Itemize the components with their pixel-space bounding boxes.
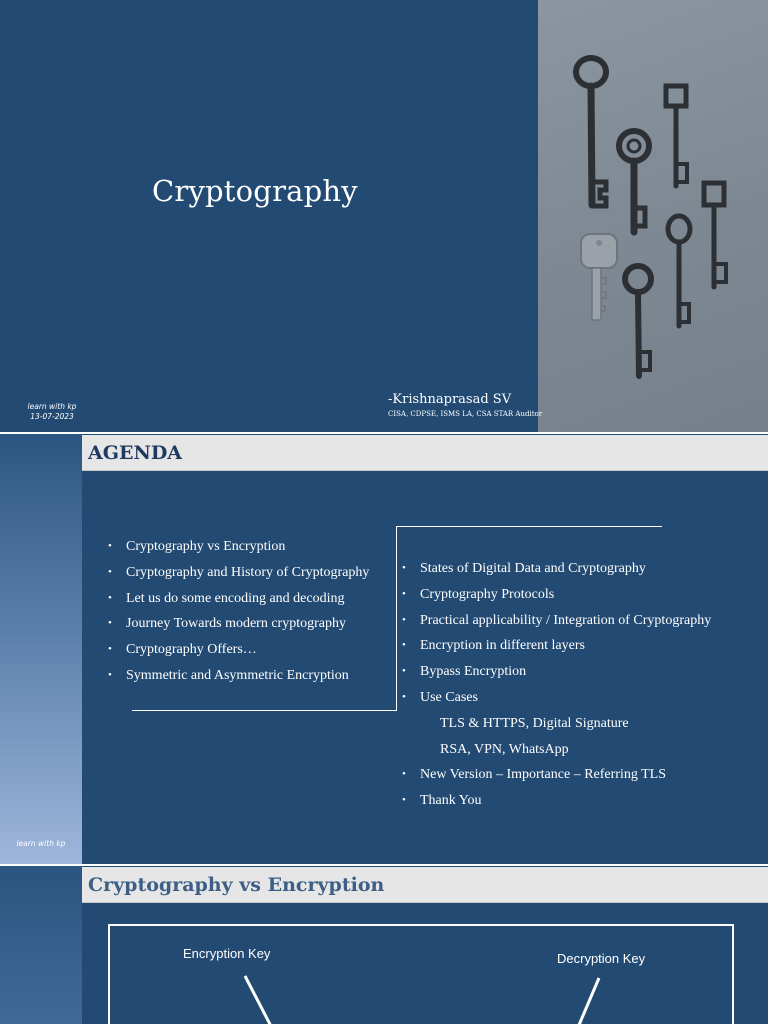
bullet: • [108,565,112,578]
bullet: • [402,768,406,781]
bullet: • [108,617,112,630]
agenda-item-label: Cryptography vs Encryption [126,539,286,554]
agenda-list-right [402,556,712,814]
crypto-vs-encryption-slide [0,866,768,1024]
agenda-item-label: RSA, VPN, WhatsApp [440,741,569,757]
agenda-item [402,659,711,685]
bullet: • [402,562,406,574]
bullet: • [108,591,112,604]
keys-photo [538,0,768,432]
agenda-sub-item [420,711,711,737]
presentation-date: 13-07-2023 [30,412,74,421]
title-slide [0,0,768,432]
agenda-item [108,560,370,586]
divider-line [396,526,662,527]
brand-label: learn with kp [27,402,77,411]
key-bow [704,183,724,205]
bullet: • [402,613,406,626]
agenda-item [108,586,369,612]
agenda-item [108,663,369,689]
agenda-item-label: Use Cases [420,689,478,705]
agenda-item [402,762,711,788]
agenda-list-left [108,534,370,689]
agenda-item [108,637,369,663]
bullet: • [402,665,406,678]
agenda-item-label: Cryptography Offers… [126,642,257,658]
agenda-item-label: Bypass Encryption [420,664,527,680]
agenda-item-label: States of Digital Data and Cryptography [420,561,646,576]
bullet: • [402,639,406,652]
key-shaft [638,292,639,376]
decryption-key-label: Decryption Key [557,951,646,966]
key-bow [666,86,686,106]
agenda-item-label: Encryption in different layers [420,638,585,654]
agenda-item-label: Let us do some encoding and decoding [126,590,345,606]
encryption-key-label: Encryption Key [183,946,271,961]
bullet: • [108,643,112,656]
keys-illustration [538,0,768,432]
agenda-item-label: Symmetric and Asymmetric Encryption [126,667,349,683]
slide-title: Cryptography vs Encryption [88,874,385,896]
agenda-item [402,633,711,659]
agenda-slide [0,434,768,864]
divider-line [132,710,397,711]
agenda-item [402,582,711,608]
agenda-sub-item [420,737,711,763]
silver-key [581,234,617,320]
agenda-item-label: TLS & HTTPS, Digital Signature [440,715,629,731]
agenda-item [402,608,712,634]
presentation-title: Cryptography [152,174,358,208]
bullet: • [402,587,406,600]
key-bow-detail [628,140,640,152]
brand-label: learn with kp [16,839,66,848]
author-credentials: CISA, CDPSE, ISMS LA, CSA STAR Auditor [388,410,543,418]
agenda-item [108,611,369,637]
bullet: • [108,668,112,681]
decryption-key-arrow [576,978,599,1024]
slide-title: AGENDA [88,442,183,464]
key-bow [668,216,690,242]
key-shaft [591,86,592,205]
agenda-item [402,788,711,814]
encryption-key-arrow [245,976,274,1024]
diagram-arrows [0,866,768,1024]
key-bow [625,266,651,292]
title-bar [82,435,768,471]
agenda-item [108,534,369,560]
key-bow [576,58,606,86]
agenda-item [402,685,711,711]
bullet: • [402,794,406,807]
agenda-item-label: Thank You [420,793,482,809]
agenda-item-label: Cryptography Protocols [420,586,555,602]
side-gradient-strip [0,434,82,864]
bullet: • [108,540,112,552]
agenda-item [402,556,711,582]
author-name: -Krishnaprasad SV [388,392,512,407]
key-bow [619,131,649,161]
divider-line [396,526,397,711]
agenda-item-label: Journey Towards modern cryptography [126,616,346,632]
agenda-item-label: Practical applicability / Integration of Cryptography [420,612,712,628]
agenda-item-label: New Version – Importance – Referring TLS [420,767,666,783]
bullet: • [402,690,406,703]
agenda-item-label: Cryptography and History of Cryptography [126,564,370,580]
